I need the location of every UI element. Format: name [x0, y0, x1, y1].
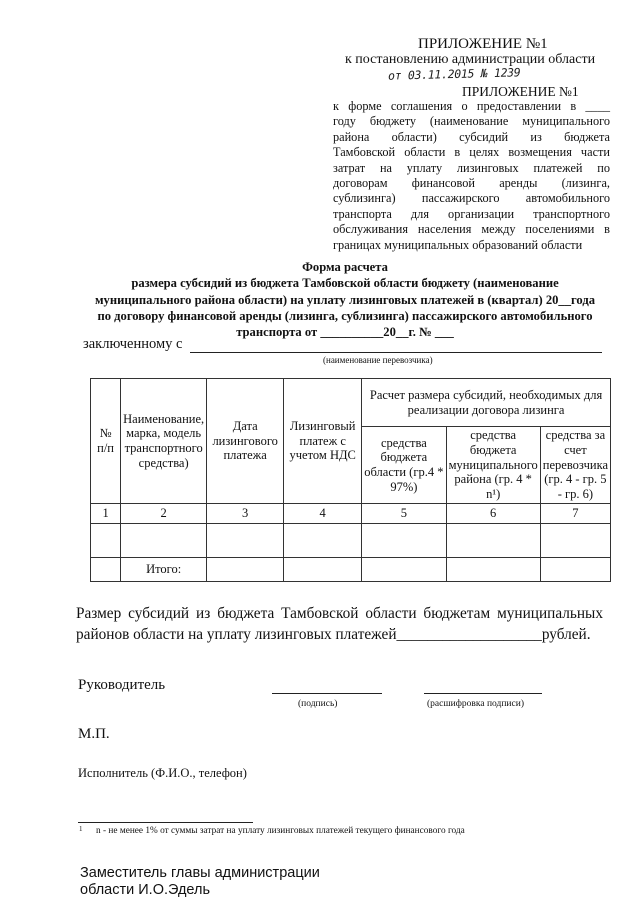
- summary-line: районов области на уплату лизинговых платежей___________________рублей.: [76, 626, 591, 643]
- form-title: [70, 259, 620, 340]
- total-row: [91, 558, 611, 582]
- column-number: 7: [540, 504, 610, 524]
- head-label: Руководитель: [78, 677, 166, 693]
- signature-line: [272, 693, 382, 694]
- form-line: году бюджету (наименование муниципального: [333, 114, 610, 129]
- form-line: затрат на уплату лизинговых платежей по: [333, 160, 610, 175]
- footnote-mark: 1: [79, 825, 83, 833]
- header-payment-date: Дата лизингового платежа: [207, 379, 284, 504]
- column-number: 4: [284, 504, 362, 524]
- form-line: сублизинга) пассажирского автомобильного: [333, 191, 610, 206]
- header-subsidy-group: Расчет размера субсидий, необходимых для реализации договора лизинга: [362, 379, 611, 427]
- form-appendix-text: [333, 99, 610, 253]
- header-num: № п/п: [91, 379, 121, 504]
- table-row: [91, 524, 611, 558]
- contract-label: заключенному с: [83, 336, 183, 352]
- form-line: транспорта для организации транспортного: [333, 206, 610, 221]
- executor-label: Исполнитель (Ф.И.О., телефон): [78, 766, 247, 780]
- form-title-line: Форма расчета: [302, 260, 388, 274]
- deputy-signature: [80, 865, 320, 899]
- form-line: Тамбовской области в целях возмещения части: [333, 145, 610, 160]
- stamp-place: М.П.: [78, 726, 110, 742]
- column-number: 6: [446, 504, 540, 524]
- carrier-name-hint: (наименование перевозчика): [323, 355, 433, 365]
- header-payment-vat: Лизинговый платеж с учетом НДС: [284, 379, 362, 504]
- decode-line: [424, 693, 542, 694]
- form-title-line: транспорта от __________20__г. № ___: [236, 325, 454, 340]
- header-carrier-funds: средства за счет перевозчика (гр. 4 - гр. 5 - гр. 6): [540, 427, 610, 504]
- calculation-table: [90, 378, 611, 582]
- form-title-line: размера субсидий из бюджета Тамбовской области бюджету (наименование: [131, 276, 559, 291]
- appendix-title: ПРИЛОЖЕНИЕ №1: [418, 36, 548, 52]
- header-regional-budget: средства бюджета области (гр.4 * 97%): [362, 427, 446, 504]
- column-number: 3: [207, 504, 284, 524]
- footnote-divider: [78, 822, 253, 823]
- form-line: договорам финансовой аренды (лизинга,: [333, 176, 610, 191]
- form-line: границах муниципальных образований области: [333, 237, 583, 252]
- deputy-title: Заместитель главы администрации: [80, 865, 320, 881]
- form-line: к форме соглашения о предоставлении в ____: [333, 99, 610, 113]
- form-title-line: по договору финансовой аренды (лизинга, сублизинга) пассажирского автомобильного: [97, 308, 593, 323]
- resolution-reference: к постановлению администрации области: [345, 52, 596, 67]
- total-label: Итого:: [121, 558, 207, 582]
- column-number: 5: [362, 504, 446, 524]
- form-line: обслуживания населения между поселениями в: [333, 222, 610, 237]
- form-line: района области) субсидий из бюджета: [333, 129, 610, 144]
- signature-hint: (подпись): [298, 699, 338, 709]
- carrier-name-line: [190, 352, 602, 353]
- handwritten-date-number: от 03.11.2015 № 1239: [387, 65, 521, 83]
- form-appendix-title: ПРИЛОЖЕНИЕ №1: [462, 84, 579, 99]
- footnote-text: n - не менее 1% от суммы затрат на уплату лизинговых платежей текущего финансового года: [96, 826, 465, 836]
- deputy-name: области И.О.Эдель: [80, 882, 211, 898]
- summary-line: Размер субсидий из бюджета Тамбовской области бюджетам муниципальных: [76, 605, 603, 622]
- form-title-line: муниципального района области) на уплату лизинговых платежей в (квартал) 20__года: [94, 292, 596, 307]
- column-number-row: [91, 504, 611, 524]
- header-vehicle: Наименование, марка, модель транспортного средства): [121, 379, 207, 504]
- header-municipal-budget: средства бюджета муниципального района (гр. 4 * n¹): [446, 427, 540, 504]
- column-number: 1: [91, 504, 121, 524]
- column-number: 2: [121, 504, 207, 524]
- subsidy-summary: [76, 603, 603, 645]
- decode-hint: (расшифровка подписи): [427, 699, 524, 709]
